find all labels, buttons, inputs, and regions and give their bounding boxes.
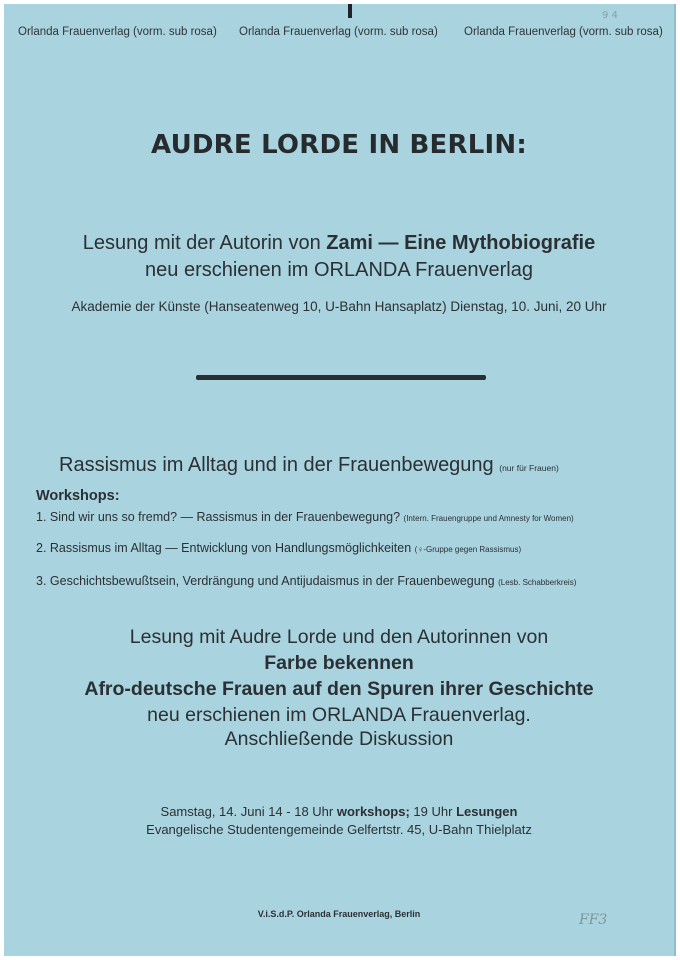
time-mid: 19 Uhr xyxy=(409,804,457,819)
event1-line1-prefix: Lesung mit der Autorin von xyxy=(82,232,327,254)
workshop-item xyxy=(36,510,574,524)
publisher-header-1: Orlanda Frauenverlag (vorm. sub rosa) xyxy=(18,26,217,38)
workshop-item xyxy=(36,574,576,588)
event1-venue: Akademie der Künste (Hanseatenweg 10, U-Bahn Hansaplatz) Dienstag, 10. Juni, 20 Uhr xyxy=(71,299,607,314)
publisher-header-3: Orlanda Frauenverlag (vorm. sub rosa) xyxy=(464,26,663,38)
publisher-header-2: Orlanda Frauenverlag (vorm. sub rosa) xyxy=(239,26,438,38)
event2-heading-text: Rassismus im Alltag und in der Frauenbewegung xyxy=(59,454,494,476)
poster xyxy=(4,4,676,956)
event3-line4: neu erschienen im ORLANDA Frauenverlag. xyxy=(147,704,531,726)
divider-line xyxy=(196,375,486,380)
workshop-note: (Intern. Frauengruppe und Amnesty for Women) xyxy=(403,514,574,523)
pencil-annotation-bottom: FF3 xyxy=(579,912,608,928)
time-bold-workshops: workshops; xyxy=(336,804,410,819)
workshops-label: Workshops: xyxy=(36,488,120,504)
workshop-title: 3. Geschichtsbewußtsein, Verdrängung und Antijudaismus in der Frauenbewegung xyxy=(36,574,495,588)
time-bold-lesungen: Lesungen xyxy=(456,804,518,819)
event3-line5: Anschließende Diskussion xyxy=(224,728,454,750)
event3-venue: Evangelische Studentengemeinde Gelfertstr. 45, U-Bahn Thielplatz xyxy=(146,822,532,837)
pencil-annotation-top: 9 4 xyxy=(602,10,618,21)
event3-line1: Lesung mit Audre Lorde und den Autorinnen von xyxy=(129,626,549,648)
event3-time xyxy=(4,804,674,819)
imprint-footer: V.i.S.d.P. Orlanda Frauenverlag, Berlin xyxy=(257,909,421,919)
event1-line2: neu erschienen im ORLANDA Frauenverlag xyxy=(145,259,533,281)
event1-line1 xyxy=(4,232,674,255)
book-subtitle: Afro-deutsche Frauen auf den Spuren ihrer Geschichte xyxy=(84,678,594,700)
event2-heading-note: (nur für Frauen) xyxy=(499,463,559,473)
time-prefix: Samstag, 14. Juni 14 - 18 Uhr xyxy=(160,804,337,819)
workshop-note: (Lesb. Schabberkreis) xyxy=(498,578,577,587)
workshop-item xyxy=(36,541,521,555)
event2-heading xyxy=(59,454,559,477)
book-title-zami: Zami — Eine Mythobiografie xyxy=(326,232,596,254)
poster-title: AUDRE LORDE IN BERLIN: xyxy=(151,130,527,160)
book-title-farbe-bekennen: Farbe bekennen xyxy=(264,652,414,674)
tear-mark xyxy=(348,4,352,18)
workshop-note: (♀-Gruppe gegen Rassismus) xyxy=(414,545,522,554)
workshop-title: 2. Rassismus im Alltag — Entwicklung von Handlungsmöglichkeiten xyxy=(36,541,412,555)
workshop-title: 1. Sind wir uns so fremd? — Rassismus in der Frauenbewegung? xyxy=(36,510,401,524)
